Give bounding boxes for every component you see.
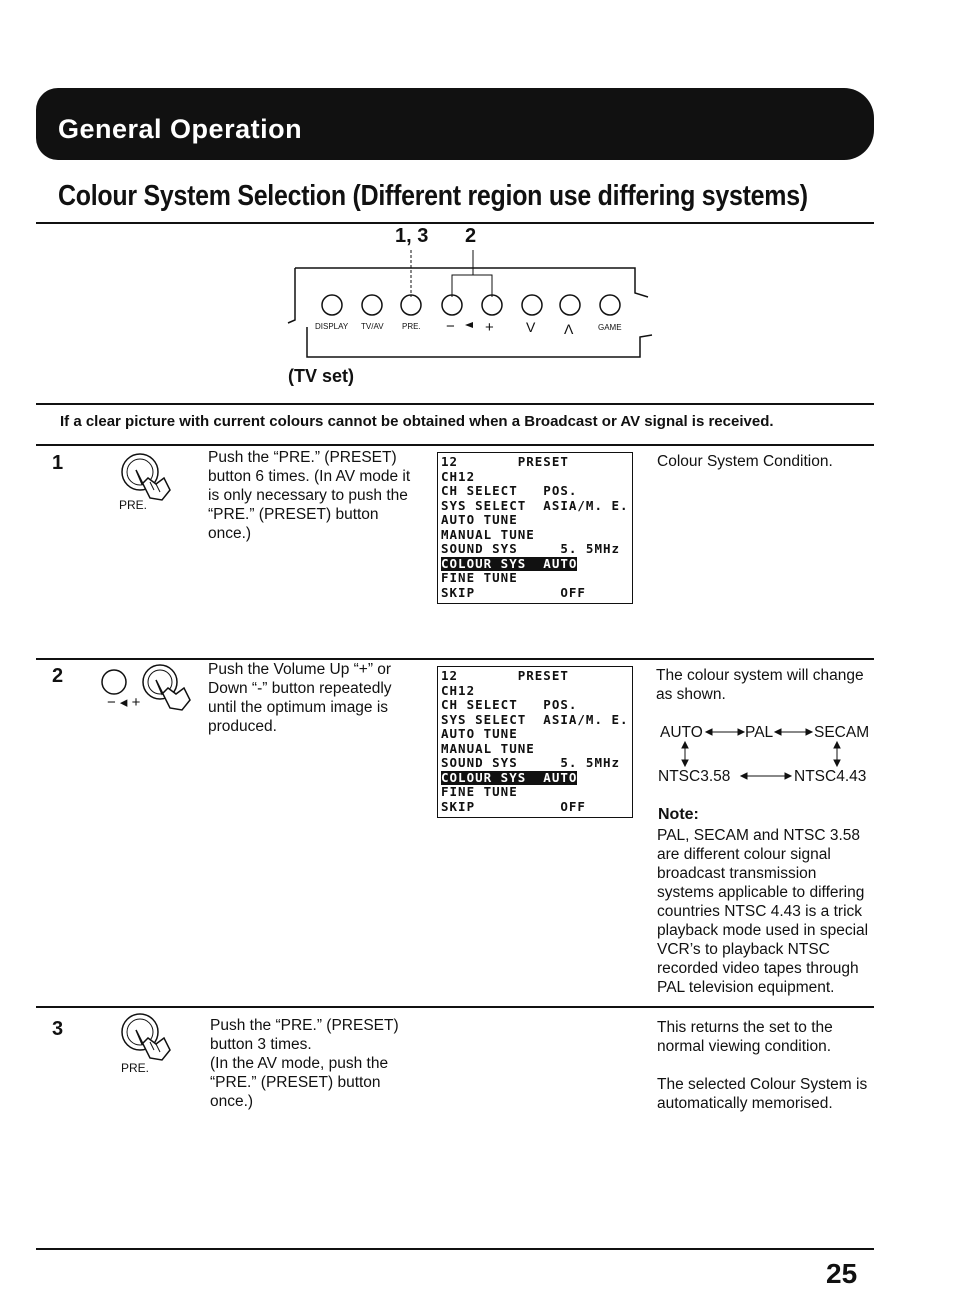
section-header-title: General Operation bbox=[58, 114, 303, 144]
osd-line: FINE TUNE bbox=[441, 570, 518, 585]
instruction-line: Down “-” button repeatedly bbox=[208, 680, 392, 697]
page-title: Colour System Selection (Different region use differing systems) bbox=[58, 180, 808, 212]
button-label-ch-down: V bbox=[526, 319, 536, 335]
cycle-label-ntsc443: NTSC4.43 bbox=[794, 768, 867, 785]
osd-highlighted-line: COLOUR SYS AUTO bbox=[441, 769, 578, 785]
note-line: PAL television equipment. bbox=[657, 979, 835, 996]
title-underline bbox=[36, 222, 874, 224]
step-note bbox=[656, 666, 864, 704]
arrow-left-icon bbox=[775, 729, 781, 735]
arrow-right-icon bbox=[738, 729, 744, 735]
note-line: playback mode used in special bbox=[657, 922, 869, 939]
volume-icon-label: − ◂ + bbox=[107, 694, 141, 711]
volume-wedge-icon bbox=[465, 322, 473, 328]
note-line: broadcast transmission bbox=[657, 865, 817, 882]
note-line: The selected Colour System is bbox=[657, 1076, 868, 1093]
cycle-label-ntsc358: NTSC3.58 bbox=[658, 768, 731, 785]
arrow-up-icon bbox=[834, 742, 840, 748]
arrow-down-icon bbox=[834, 760, 840, 766]
step-note bbox=[657, 1018, 833, 1056]
note-line: countries NTSC 4.43 is a trick bbox=[657, 903, 863, 920]
osd-line: CH12 bbox=[441, 682, 476, 698]
arrow-up-icon bbox=[682, 742, 688, 748]
osd-preset-menu bbox=[437, 666, 633, 818]
osd-line: CH SELECT POS. bbox=[441, 697, 578, 712]
channel-up-button-icon bbox=[560, 295, 580, 315]
osd-line: SOUND SYS 5. 5MHz bbox=[441, 541, 621, 556]
instruction-line: produced. bbox=[208, 718, 277, 735]
cycle-label-pal: PAL bbox=[745, 724, 774, 741]
osd-line: SYS SELECT ASIA/M. E. bbox=[441, 711, 629, 727]
divider bbox=[36, 1006, 874, 1008]
step-instruction bbox=[210, 1016, 399, 1111]
note-line: This returns the set to the bbox=[657, 1019, 833, 1036]
panel-top-edge bbox=[295, 268, 648, 297]
step-number: 3 bbox=[52, 1018, 64, 1040]
osd-line: SKIP OFF bbox=[441, 798, 586, 814]
step-note: Colour System Condition. bbox=[657, 453, 833, 470]
osd-line: MANUAL TUNE bbox=[441, 526, 535, 542]
note-body bbox=[657, 826, 869, 997]
callout-step-2: 2 bbox=[465, 225, 477, 247]
page-number: 25 bbox=[826, 1258, 858, 1289]
instruction-line: button 6 times. (In AV mode it bbox=[208, 468, 411, 485]
instruction-line: Push the Volume Up “+” or bbox=[208, 661, 392, 678]
note-line: recorded video tapes through bbox=[657, 960, 859, 977]
pre-icon-label: PRE. bbox=[119, 498, 148, 512]
diagram-caption: (TV set) bbox=[288, 366, 355, 386]
arrow-left-icon bbox=[741, 773, 747, 779]
note-line: as shown. bbox=[656, 686, 726, 703]
instruction-line: once.) bbox=[210, 1093, 254, 1110]
tvav-button-icon bbox=[362, 295, 382, 315]
panel-left-edge bbox=[288, 268, 295, 323]
note-line: The colour system will change bbox=[656, 667, 864, 684]
arrow-left-icon bbox=[706, 729, 712, 735]
tv-control-panel-diagram bbox=[280, 245, 660, 365]
panel-buttons bbox=[322, 295, 620, 315]
instruction-line: Push the “PRE.” (PRESET) bbox=[210, 1017, 399, 1034]
colour-cycle-arrows bbox=[650, 722, 880, 782]
warning-text: If a clear picture with current colours cannot be obtained when a Broadcast or AV signal is received. bbox=[60, 413, 774, 430]
pre-button-icon bbox=[401, 295, 421, 315]
osd-line: AUTO TUNE bbox=[441, 512, 518, 527]
note-line: systems applicable to differing bbox=[657, 884, 865, 901]
arrow-down-icon bbox=[682, 760, 688, 766]
button-label-tvav: TV/AV bbox=[361, 322, 384, 331]
osd-line: AUTO TUNE bbox=[441, 726, 518, 741]
callout-steps-1-3: 1, 3 bbox=[395, 225, 429, 247]
step-note bbox=[657, 1075, 867, 1113]
instruction-line: (In the AV mode, push the bbox=[210, 1055, 389, 1072]
volume-down-button-icon bbox=[442, 295, 462, 315]
note-line: are different colour signal bbox=[657, 846, 831, 863]
step-instruction bbox=[208, 660, 392, 736]
button-label-pre: PRE. bbox=[402, 322, 421, 331]
hand-press-icon bbox=[112, 1010, 178, 1066]
volume-up-button-icon bbox=[482, 295, 502, 315]
button-label-ch-up: Λ bbox=[564, 321, 574, 337]
osd-preset-menu bbox=[437, 452, 633, 604]
channel-down-button-icon bbox=[522, 295, 542, 315]
osd-line: SKIP OFF bbox=[441, 584, 586, 600]
osd-line: SYS SELECT ASIA/M. E. bbox=[441, 497, 629, 513]
note-line: automatically memorised. bbox=[657, 1095, 833, 1112]
step-instruction bbox=[208, 448, 410, 543]
button-label-minus: − bbox=[446, 318, 455, 335]
footer-rule bbox=[36, 1248, 874, 1250]
instruction-line: “PRE.” (PRESET) button bbox=[210, 1074, 381, 1091]
arrow-right-icon bbox=[785, 773, 791, 779]
osd-line: FINE TUNE bbox=[441, 784, 518, 799]
divider bbox=[36, 403, 874, 405]
game-button-icon bbox=[600, 295, 620, 315]
callout-bracket-vol bbox=[452, 275, 492, 297]
button-label-display: DISPLAY bbox=[315, 322, 349, 331]
arrow-right-icon bbox=[806, 729, 812, 735]
osd-line: CH SELECT POS. bbox=[441, 483, 578, 498]
pre-icon-label: PRE. bbox=[121, 1061, 150, 1075]
osd-line: CH12 bbox=[441, 468, 476, 484]
note-line: normal viewing condition. bbox=[657, 1038, 832, 1055]
osd-highlighted-line: COLOUR SYS AUTO bbox=[441, 555, 578, 571]
instruction-line: button 3 times. bbox=[210, 1036, 312, 1053]
divider bbox=[36, 444, 874, 446]
step-number: 2 bbox=[52, 665, 64, 687]
instruction-line: “PRE.” (PRESET) button bbox=[208, 506, 379, 523]
instruction-line: once.) bbox=[208, 525, 252, 542]
display-button-icon bbox=[322, 295, 342, 315]
instruction-line: until the optimum image is bbox=[208, 699, 389, 716]
cycle-label-auto: AUTO bbox=[660, 724, 703, 741]
osd-line: 12 PRESET bbox=[441, 454, 569, 469]
note-line: PAL, SECAM and NTSC 3.58 bbox=[657, 827, 861, 844]
instruction-line: Push the “PRE.” (PRESET) bbox=[208, 449, 397, 466]
osd-line: 12 PRESET bbox=[441, 668, 569, 683]
note-heading: Note: bbox=[658, 806, 699, 823]
step-number: 1 bbox=[52, 452, 64, 474]
osd-line: SOUND SYS 5. 5MHz bbox=[441, 755, 621, 770]
volume-button-hand-icon bbox=[96, 660, 206, 720]
osd-line: MANUAL TUNE bbox=[441, 740, 535, 756]
note-line: VCR’s to playback NTSC bbox=[657, 941, 830, 958]
button-label-game: GAME bbox=[598, 323, 622, 332]
cycle-label-secam: SECAM bbox=[814, 724, 870, 741]
button-label-plus: + bbox=[485, 319, 494, 336]
instruction-line: is only necessary to push the bbox=[208, 487, 408, 504]
